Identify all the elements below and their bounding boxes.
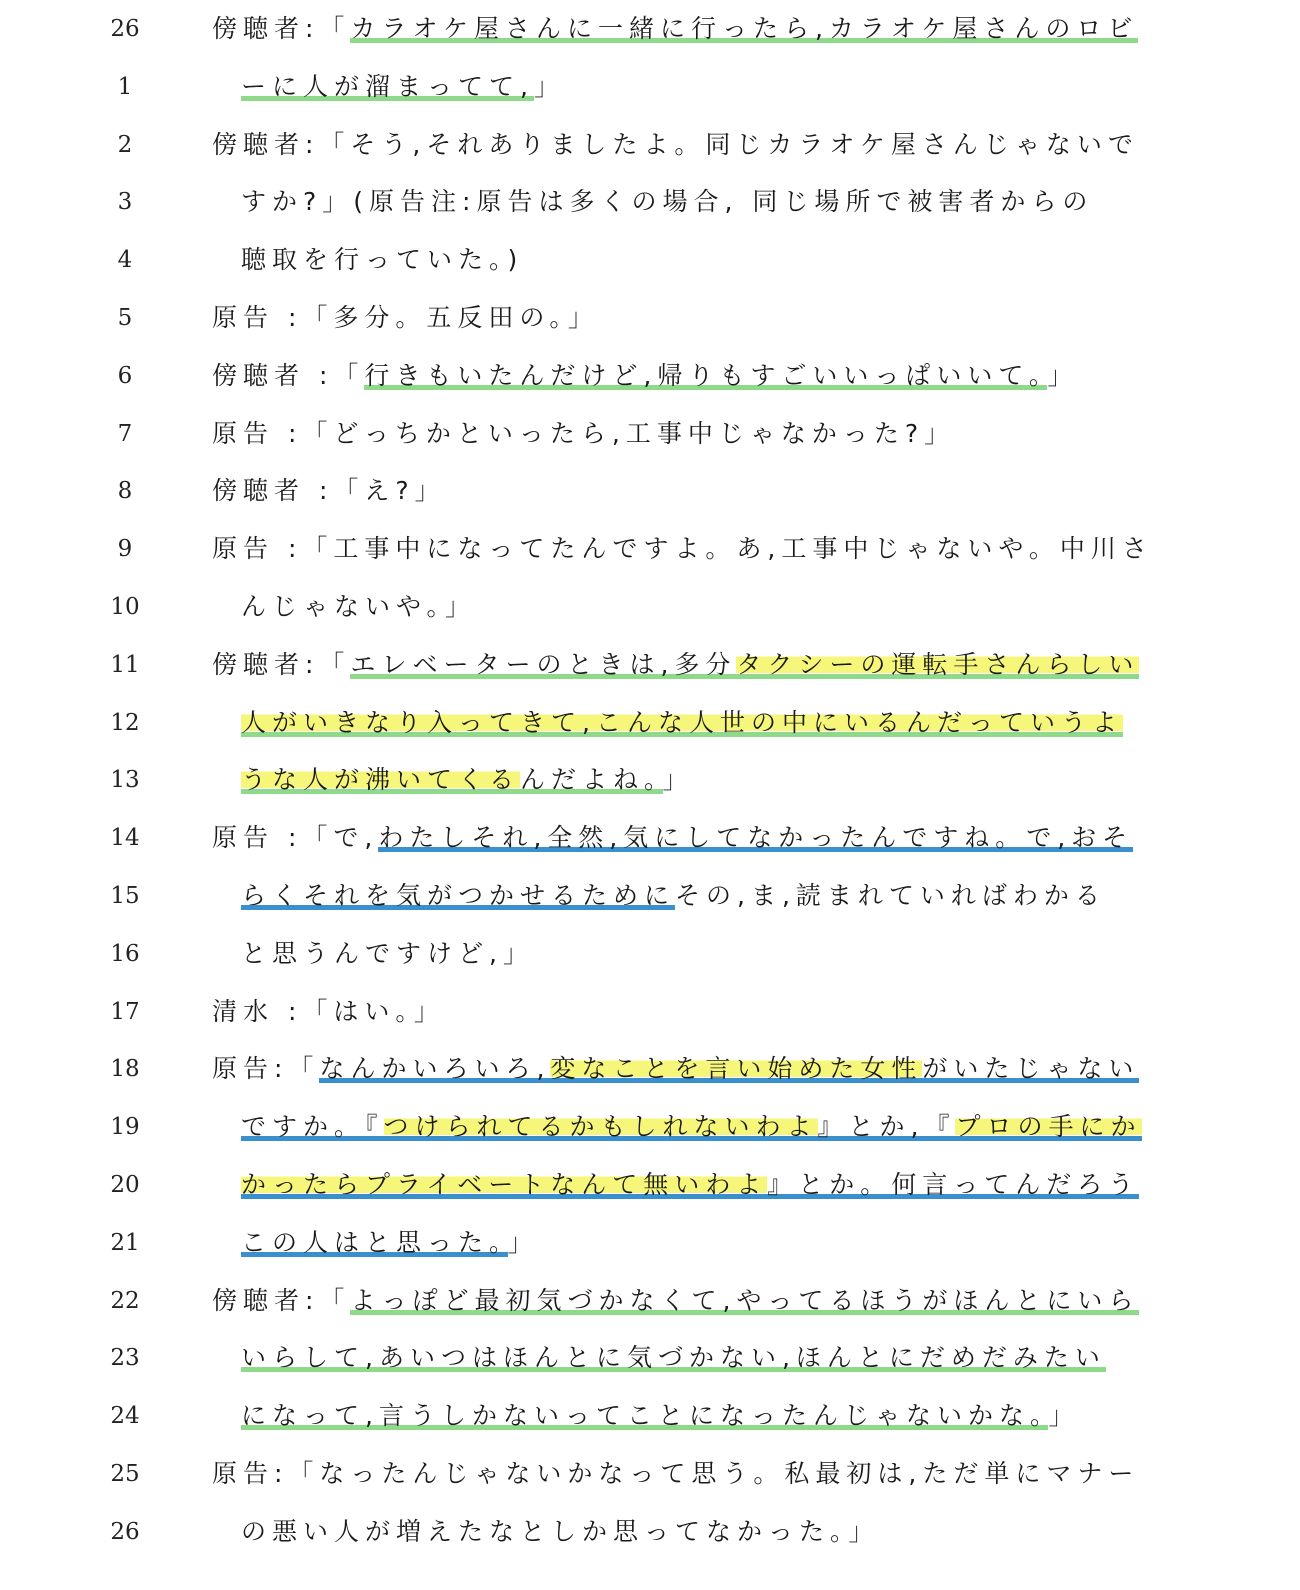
- transcript-line: [0, 867, 1300, 925]
- highlighted-text: 人がいきなり入ってきて,こんな人世の中にいるんだっていうよ: [241, 707, 1123, 737]
- transcript-line: [0, 578, 1300, 636]
- line-number: 6: [117, 362, 133, 389]
- highlighted-text: つけられてるかもしれないわよ: [383, 1112, 818, 1142]
- blue-underlined-text: なんかいろいろ,: [319, 1054, 551, 1084]
- text-segment: 聴取を行っていた。): [241, 245, 524, 275]
- line-text: [241, 694, 1123, 752]
- highlighted-text: プロの手にか: [955, 1112, 1142, 1142]
- line-number: 19: [110, 1114, 140, 1141]
- line-text: [241, 173, 1093, 231]
- line-number: 12: [110, 709, 140, 736]
- green-underlined-text: いらして,あいつはほんとに気づかない,ほんとにだめだみたい: [241, 1343, 1106, 1373]
- transcript-line: [0, 116, 1300, 174]
- line-number: 7: [117, 420, 133, 447]
- line-number: 17: [110, 998, 140, 1025]
- blue-underlined-text: 』とか。何言ってんだろう: [767, 1170, 1140, 1199]
- highlighted-text: タクシーの運転手さんらしい: [736, 649, 1140, 679]
- line-number: 23: [110, 1345, 140, 1372]
- text-segment: 傍聴者 :「え?」: [212, 476, 446, 506]
- blue-underlined-text: 』とか,『: [817, 1112, 956, 1142]
- text-segment: の悪い人が増えたなとしか思ってなかった。」: [241, 1516, 880, 1546]
- line-number: 26: [110, 16, 140, 42]
- line-text: [241, 1214, 539, 1272]
- text-segment: んじゃないや。」: [241, 592, 477, 621]
- transcript-line: [0, 347, 1300, 405]
- transcript-line: [0, 751, 1300, 809]
- text-segment: 原告 :「どっちかといったら,工事中じゃなかった?」: [212, 418, 956, 448]
- highlighted-text: 変なことを言い始めた女性: [550, 1054, 923, 1084]
- transcript-line: [0, 289, 1300, 347]
- line-text: [212, 462, 446, 520]
- transcript-line: [0, 405, 1300, 463]
- text-segment: 」: [533, 71, 565, 101]
- green-underlined-text: カラオケ屋さんに一緒に行ったら,カラオケ屋さんのロビ: [350, 14, 1139, 43]
- line-text: [241, 1329, 1106, 1387]
- text-segment: 」: [1048, 1401, 1080, 1431]
- transcript-line: [0, 1214, 1300, 1272]
- text-segment: 」: [1047, 360, 1079, 390]
- line-text: [212, 809, 1133, 867]
- transcript-line: [0, 694, 1300, 752]
- line-number: 5: [117, 305, 133, 331]
- line-number: 8: [117, 478, 133, 505]
- text-segment: 傍聴者:「そう,それありましたよ。同じカラオケ屋さんじゃないで: [212, 129, 1139, 159]
- text-segment: 原告 :「工事中になってたんですよ。あ,工事中じゃないや。中川さ: [212, 534, 1153, 564]
- highlighted-text: かったらプライベートなんて無いわよ: [241, 1170, 768, 1199]
- line-text: [241, 58, 565, 116]
- transcript-line: [0, 1503, 1300, 1561]
- transcript-line: [0, 983, 1300, 1041]
- transcript-line: [0, 520, 1300, 578]
- text-segment: 原告:「なったんじゃないかなって思う。私最初は,ただ単にマナー: [212, 1459, 1140, 1488]
- line-number: 25: [110, 1461, 140, 1487]
- text-segment: 傍聴者:「: [212, 649, 351, 679]
- green-underlined-text: エレベーターのときは,多分: [350, 649, 737, 679]
- transcript-line: [0, 462, 1300, 520]
- line-text: [212, 1445, 1139, 1503]
- transcript-line: [0, 1272, 1300, 1330]
- text-segment: と思うんですけど,」: [241, 938, 534, 968]
- line-number: 10: [110, 594, 140, 620]
- line-number: 2: [117, 131, 133, 158]
- line-text: [212, 636, 1139, 694]
- green-underlined-text: になって,言うしかないってことになったんじゃないかな。: [241, 1401, 1049, 1431]
- transcript-line: [0, 925, 1300, 983]
- text-segment: 原告:「: [212, 1054, 320, 1084]
- transcript-line: [0, 231, 1300, 289]
- transcript-line: [0, 1445, 1300, 1503]
- line-number: 24: [110, 1403, 140, 1430]
- line-number: 21: [110, 1229, 140, 1256]
- transcript-line: [0, 58, 1300, 116]
- line-text: [241, 1503, 880, 1561]
- line-text: [212, 116, 1139, 174]
- text-segment: 清水 :「はい。」: [212, 996, 445, 1026]
- line-text: [212, 405, 955, 463]
- transcript-line: [0, 809, 1300, 867]
- green-underlined-text: 行きもいたんだけど,帰りもすごいいっぱいいて。: [364, 360, 1048, 390]
- transcript-line: [0, 1098, 1300, 1156]
- transcript-line: [0, 0, 1300, 58]
- transcript-line: [0, 1040, 1300, 1098]
- transcript-line: [0, 1156, 1300, 1214]
- line-number: 26: [110, 1518, 140, 1545]
- line-text: [241, 1387, 1079, 1445]
- line-text: [212, 520, 1153, 578]
- line-text: [212, 347, 1078, 405]
- text-segment: 」: [662, 765, 694, 795]
- line-number: 4: [117, 247, 133, 274]
- line-text: [241, 751, 694, 809]
- transcript-line: [0, 636, 1300, 694]
- blue-underlined-text: この人はと思った。: [241, 1227, 508, 1257]
- line-number: 13: [110, 767, 140, 794]
- line-number: 11: [110, 651, 140, 678]
- line-text: [241, 867, 1106, 925]
- line-number: 20: [110, 1172, 140, 1198]
- line-number: 16: [110, 940, 140, 967]
- line-number: 18: [110, 1056, 140, 1083]
- line-text: [241, 578, 476, 636]
- text-segment: 傍聴者:「: [212, 14, 351, 43]
- blue-underlined-text: がいたじゃない: [922, 1054, 1140, 1084]
- blue-underlined-text: らくそれを気がつかせるために: [241, 881, 676, 910]
- text-segment: 原告 :「で,: [212, 823, 379, 853]
- line-number: 3: [117, 189, 133, 216]
- line-text: [241, 1156, 1139, 1214]
- line-number: 1: [117, 73, 133, 100]
- line-text: [212, 1272, 1139, 1330]
- line-text: [212, 983, 445, 1041]
- line-text: [241, 925, 534, 983]
- green-underlined-text: んだよね。: [520, 765, 663, 795]
- blue-underlined-text: わたしそれ,全然,気にしてなかったんですね。で,おそ: [378, 823, 1134, 853]
- blue-underlined-text: ですか。『: [241, 1112, 384, 1142]
- transcript-line: [0, 1329, 1300, 1387]
- text-segment: すか?」(原告注:原告は多くの場合, 同じ場所で被害者からの: [241, 187, 1094, 217]
- line-number: 9: [117, 536, 133, 563]
- line-number: 22: [110, 1287, 140, 1314]
- line-number: 15: [110, 883, 140, 909]
- text-segment: 傍聴者 :「: [212, 360, 365, 390]
- text-segment: 傍聴者:「: [212, 1285, 351, 1315]
- line-number: 14: [110, 825, 140, 852]
- line-text: [241, 1098, 1142, 1156]
- highlighted-text: うな人が沸いてくる: [241, 765, 521, 795]
- transcript-line: [0, 173, 1300, 231]
- line-text: [212, 0, 1138, 58]
- text-segment: その,ま,読まれていればわかる: [675, 881, 1106, 910]
- line-text: [212, 1040, 1139, 1098]
- line-text: [212, 289, 599, 347]
- line-text: [241, 231, 523, 289]
- green-underlined-text: よっぽど最初気づかなくて,やってるほうがほんとにいら: [350, 1285, 1140, 1315]
- transcript-line: [0, 1387, 1300, 1445]
- text-segment: 原告 :「多分。五反田の。」: [212, 303, 599, 332]
- green-underlined-text: ーに人が溜まってて,: [241, 71, 534, 101]
- text-segment: 」: [507, 1227, 539, 1257]
